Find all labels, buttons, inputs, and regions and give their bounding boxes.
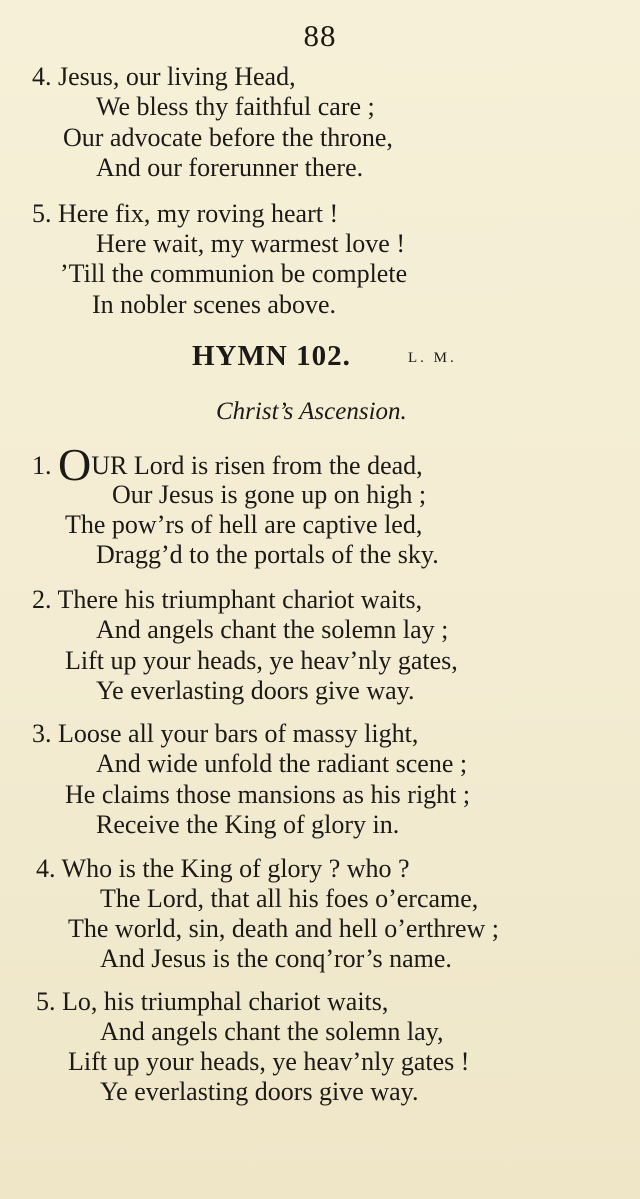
verse-line: 4. Who is the King of glory ? who ?: [36, 854, 410, 883]
verse-line: Here wait, my warmest love !: [96, 229, 406, 258]
verse-line: The world, sin, death and hell o’erthrew ;: [68, 914, 500, 943]
verse-line: 5. Here fix, my roving heart !: [32, 199, 339, 228]
verse-number: 1.: [32, 451, 52, 480]
verse-line: 1. OUR Lord is risen from the dead,: [32, 439, 423, 490]
hymn-subtitle: Christ’s Ascension.: [216, 398, 407, 425]
verse-line: We bless thy faithful care ;: [96, 92, 375, 121]
verse-number: 4.: [32, 62, 52, 91]
hymn-meter: L. M.: [408, 350, 457, 366]
verse-line: The Lord, that all his foes o’ercame,: [100, 884, 479, 913]
verse-line: And Jesus is the conq’ror’s name.: [100, 944, 452, 973]
verse-number: 4.: [36, 854, 56, 883]
verse-line: Ye everlasting doors give way.: [100, 1077, 419, 1106]
verse-line: And angels chant the solemn lay ;: [96, 615, 449, 644]
page-number: 88: [303, 18, 337, 53]
verse-line: 5. Lo, his triumphal chariot waits,: [36, 987, 389, 1016]
verse-line: Our advocate before the throne,: [63, 123, 393, 152]
verse-line: Dragg’d to the portals of the sky.: [96, 540, 439, 569]
verse-line: In nobler scenes above.: [92, 290, 337, 319]
verse-line: ’Till the communion be complete: [60, 259, 408, 288]
verse-line: And wide unfold the radiant scene ;: [96, 749, 468, 778]
verse-line: 3. Loose all your bars of massy light,: [32, 719, 419, 748]
verse-number: 3.: [32, 719, 52, 748]
verse-number: 5.: [36, 987, 56, 1016]
verse-number: 2.: [32, 585, 52, 614]
verse-line: He claims those mansions as his right ;: [65, 780, 471, 809]
verse-line: Lift up your heads, ye heav’nly gates !: [68, 1047, 470, 1076]
verse-line: And our forerunner there.: [96, 153, 364, 182]
verse-line: Our Jesus is gone up on high ;: [112, 480, 427, 509]
verse-line: Lift up your heads, ye heav’nly gates,: [65, 646, 458, 675]
verse-line: The pow’rs of hell are captive led,: [65, 510, 423, 539]
hymn-title: HYMN 102.: [192, 340, 351, 372]
verse-line: 4. Jesus, our living Head,: [32, 62, 296, 91]
verse-line: Receive the King of glory in.: [96, 810, 400, 839]
verse-line: And angels chant the solemn lay,: [100, 1017, 444, 1046]
verse-line: 2. There his triumphant chariot waits,: [32, 585, 423, 614]
drop-cap: O: [58, 439, 92, 490]
verse-line: Ye everlasting doors give way.: [96, 676, 415, 705]
verse-number: 5.: [32, 199, 52, 228]
